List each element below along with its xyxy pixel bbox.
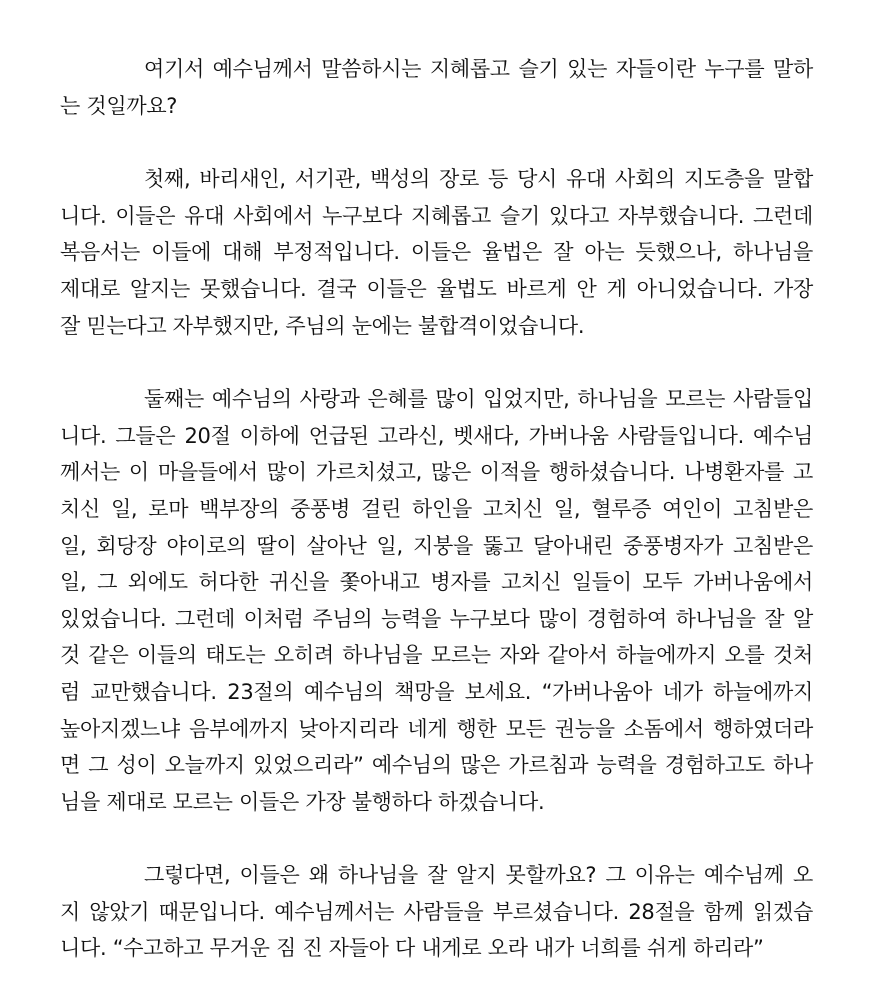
text-line: 니다. 그들은 20절 이하에 언급된 고라신, 벳새다, 가버나움 사람들입니다. 예수님 bbox=[60, 423, 813, 448]
paragraph-first-group bbox=[60, 161, 813, 344]
text-line: 께서는 이 마을들에서 많이 가르치셨고, 많은 이적을 행하셨습니다. 나병환자를 고 bbox=[60, 460, 813, 485]
text-line: 면 그 성이 오늘까지 있었으리라” 예수님의 많은 가르침과 능력을 경험하고도 하나 bbox=[60, 753, 813, 778]
text-line: 여기서 예수님께서 말씀하시는 지혜롭고 슬기 있는 자들이란 누구를 말하 bbox=[144, 57, 813, 81]
text-line: 는 것일까요? bbox=[60, 93, 178, 118]
text-line: 첫째, 바리새인, 서기관, 백성의 장로 등 당시 유대 사회의 지도층을 말합 bbox=[144, 167, 813, 192]
text-line: 높아지겠느냐 음부에까지 낮아지리라 네게 행한 모든 권능을 소돔에서 행하였더라 bbox=[60, 716, 813, 741]
text-line: 님을 제대로 모르는 이들은 가장 불행하다 하겠습니다. bbox=[60, 789, 545, 814]
text-line: 니다. 이들은 유대 사회에서 누구보다 지혜롭고 슬기 있다고 자부했습니다. 그런데 bbox=[60, 203, 813, 228]
text-line: 있었습니다. 그런데 이처럼 주님의 능력을 누구보다 많이 경험하여 하나님을 잘 알 bbox=[60, 606, 813, 631]
text-line: 복음서는 이들에 대해 부정적입니다. 이들은 율법은 잘 아는 듯했으나, 하나님을 bbox=[60, 240, 813, 265]
text-line: 지 않았기 때문입니다. 예수님께서는 사람들을 부르셨습니다. 28절을 함께 읽겠습 bbox=[60, 899, 813, 924]
text-line: 일, 회당장 야이로의 딸이 살아난 일, 지붕을 뚫고 달아내린 중풍병자가 고침받은 bbox=[60, 533, 813, 558]
text-line: 일, 그 외에도 허다한 귀신을 쫓아내고 병자를 고치신 일들이 모두 가버나움에서 bbox=[60, 570, 813, 595]
text-line: 것 같은 이들의 태도는 오히려 하나님을 모르는 자와 같아서 하늘에까지 오를 것처 bbox=[60, 643, 813, 668]
paragraph-second-group bbox=[60, 381, 813, 820]
paragraph-reason bbox=[60, 857, 813, 967]
paragraph-intro bbox=[60, 51, 813, 124]
text-line: 제대로 알지는 못했습니다. 결국 이들은 율법도 바르게 안 게 아니었습니다. 가장 bbox=[60, 276, 813, 301]
text-line: 잘 믿는다고 자부했지만, 주님의 눈에는 불합격이었습니다. bbox=[60, 313, 585, 338]
text-line: 둘째는 예수님의 사랑과 은혜를 많이 입었지만, 하나님을 모르는 사람들입 bbox=[144, 387, 813, 412]
text-line: 그렇다면, 이들은 왜 하나님을 잘 알지 못할까요? 그 이유는 예수님께 오 bbox=[144, 863, 813, 888]
text-line: 럼 교만했습니다. 23절의 예수님의 책망을 보세요. “가버나움아 네가 하늘에까지 bbox=[60, 679, 813, 704]
text-line: 니다. “수고하고 무거운 짐 진 자들아 다 내게로 오라 내가 너희를 쉬게 하리라” bbox=[60, 936, 764, 961]
text-line: 치신 일, 로마 백부장의 중풍병 걸린 하인을 고치신 일, 혈루증 여인이 고침받은 bbox=[60, 496, 813, 521]
